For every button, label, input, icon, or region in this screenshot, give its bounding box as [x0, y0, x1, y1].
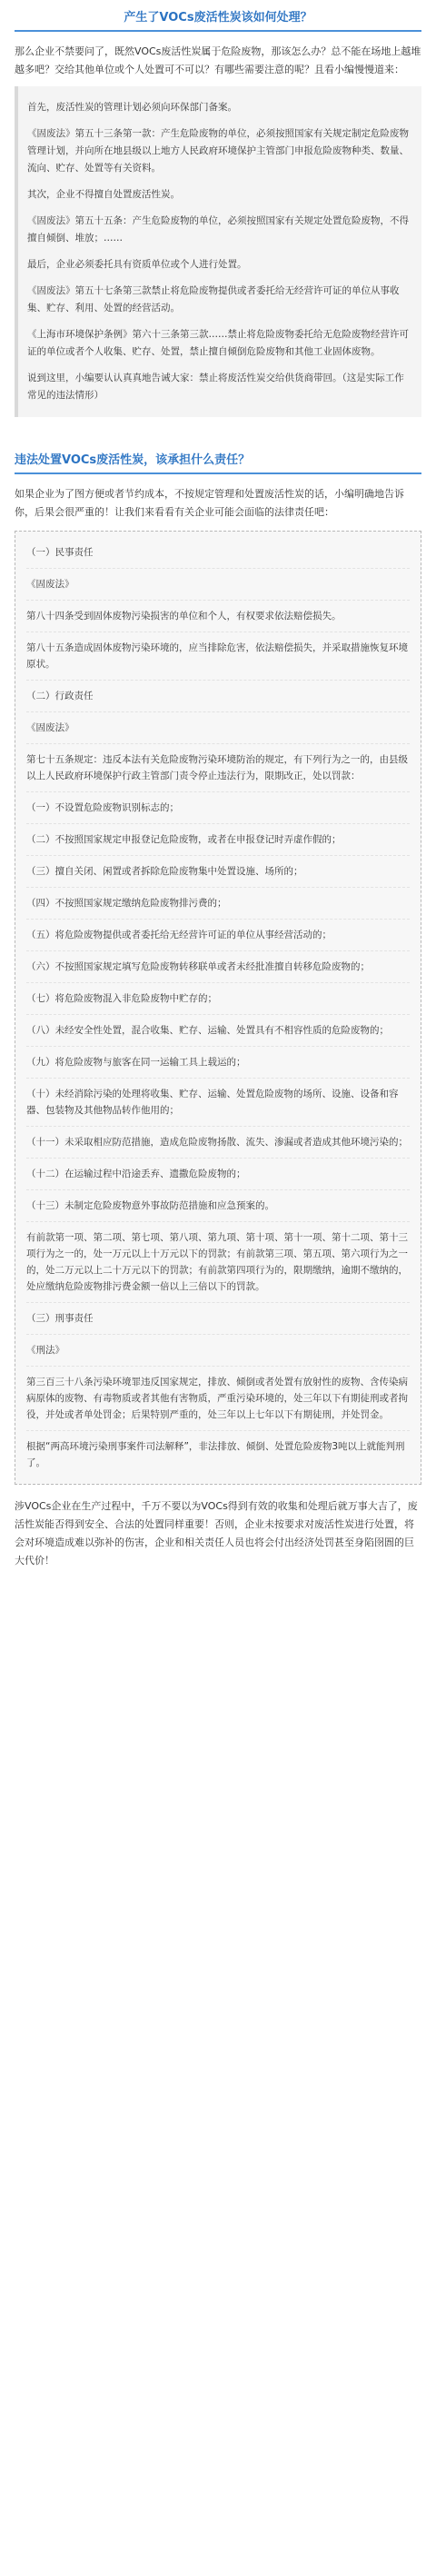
list-item: 根据“两高环境污染刑事案件司法解释”，非法排放、倾倒、处置危险废物3吨以上就能判刑了。	[26, 1441, 405, 1468]
list-item: 《固废法》	[26, 712, 410, 744]
closing-paragraph: 涉VOCs企业在生产过程中，千万不要以为VOCs得到有效的收集和处理后就万事大吉了，废活性炭能否得到安全、合法的处置同样重要！否则，企业未按要求对废活性炭进行处置，将会对环境造成难以弥补的伤害，企业和相关责任人员也将会付出经济处罚甚至身陷囹圄的巨大代价！	[15, 1500, 418, 1566]
list-item: （十一）未采取相应防范措施，造成危险废物扬散、流失、渗漏或者造成其他环境污染的；	[26, 1127, 410, 1159]
list-item: 第三百三十八条污染环境罪违反国家规定，排放、倾倒或者处置有放射性的废物、含传染病病原体的废物、有毒物质或者其他有害物质，严重污染环境的，处三年以下有期徒刑或者拘役，并处或者单处罚金；后果特别严重的，处三年以上七年以下有期徒刑，并处罚金。	[26, 1367, 410, 1431]
list-item: （四）不按照国家规定缴纳危险废物排污费的；	[26, 888, 410, 920]
section-divider	[0, 426, 436, 443]
quote-law-article-57: 《固废法》第五十七条第三款禁止将危险废物提供或者委托给无经营许可证的单位从事收集、贮存、利用、处置的经营活动。	[27, 285, 400, 313]
list-item: （三）擅自关闭、闲置或者拆除危险废物集中处置设施、场所的；	[26, 856, 410, 888]
quote-law-article-55: 《固废法》第五十五条：产生危险废物的单位，必须按照国家有关规定处置危险废物，不得擅自倾倒、堆放；……	[27, 215, 409, 244]
list-item: 第七十五条规定：违反本法有关危险废物污染环境防治的规定，有下列行为之一的，由县级以上人民政府环境保护行政主管部门责令停止违法行为，限期改正，处以罚款：	[26, 744, 410, 792]
list-item: （八）未经安全性处置，混合收集、贮存、运输、处置具有不相容性质的危险废物的；	[26, 1015, 410, 1047]
list-item: （一）不设置危险废物识别标志的；	[26, 792, 410, 824]
list-item: （六）不按照国家规定填写危险废物转移联单或者未经批准擅自转移危险废物的；	[26, 951, 410, 983]
list-item: （三）刑事责任	[26, 1303, 410, 1335]
quote-step-first: 首先，废活性炭的管理计划必须向环保部门备案。	[27, 102, 237, 113]
list-item: （七）将危险废物混入非危险废物中贮存的；	[26, 983, 410, 1015]
list-item: （十三）未制定危险废物意外事故防范措施和应急预案的。	[26, 1190, 410, 1222]
section-title-disposal: 产生了VOCs废活性炭该如何处理？	[15, 0, 421, 32]
list-item: （十二）在运输过程中沿途丢弃、遗撒危险废物的；	[26, 1159, 410, 1190]
list-item: 有前款第一项、第二项、第七项、第八项、第九项、第十项、第十一项、第十二项、第十三项行为之一的，处一万元以上十万元以下的罚款；有前款第三项、第五项、第六项行为之一的，处二万元以上二十万元以下的罚款；有前款第四项行为的，限期缴纳，逾期不缴纳的，处应缴纳危险废物排污费金额一倍以上三倍以下的罚款。	[26, 1222, 410, 1303]
list-item: 第八十五条造成固体废物污染环境的，应当排除危害，依法赔偿损失，并采取措施恢复环境原状。	[26, 632, 410, 681]
list-item: 《固废法》	[26, 569, 410, 601]
list-item: 第八十四条受到固体废物污染损害的单位和个人，有权要求依法赔偿损失。	[26, 601, 410, 632]
list-item: 《刑法》	[26, 1335, 410, 1367]
quote-warning: 说到这里，小编要认认真真地告诫大家：禁止将废活性炭交给供货商带回。（这是实际工作常见的违法情形）	[27, 373, 404, 401]
regulations-quote-box	[15, 86, 421, 417]
quote-shanghai-regulation: 《上海市环境保护条例》第六十三条第三款……禁止将危险废物委托给无危险废物经营许可证的单位或者个人收集、贮存、处置，禁止擅自倾倒危险废物和其他工业固体废物。	[27, 329, 409, 357]
list-item: （二）行政责任	[26, 681, 410, 712]
list-item: （一）民事责任	[26, 537, 410, 569]
liability-intro: 如果企业为了图方便或者节约成本，不按规定管理和处置废活性炭的话，小编明确地告诉你，后果会很严重的！让我们来看看有关企业可能会面临的法律责任吧：	[15, 488, 404, 518]
list-item: （二）不按照国家规定申报登记危险废物，或者在申报登记时弄虚作假的；	[26, 824, 410, 856]
quote-step-last: 最后，企业必须委托具有资质单位或个人进行处置。	[27, 259, 247, 270]
list-item: （五）将危险废物提供或者委托给无经营许可证的单位从事经营活动的；	[26, 920, 410, 951]
list-item: （九）将危险废物与旅客在同一运输工具上载运的；	[26, 1047, 410, 1079]
intro-paragraph: 那么企业不禁要问了，既然VOCs废活性炭属于危险废物，那该怎么办？总不能在场地上越堆越多吧？交给其他单位或个人处置可不可以？有哪些需要注意的呢？且看小编慢慢道来：	[15, 45, 421, 75]
quote-law-article-53: 《固废法》第五十三条第一款：产生危险废物的单位，必须按照国家有关规定制定危险废物管理计划，并向所在地县级以上地方人民政府环境保护主管部门申报危险废物种类、数量、流向、贮存、处置等有关资料。	[27, 128, 409, 174]
section-title-liability: 违法处置VOCs废活性炭，该承担什么责任？	[15, 443, 421, 474]
quote-step-second: 其次，企业不得擅自处置废活性炭。	[27, 189, 180, 200]
list-item: （十）未经消除污染的处理将收集、贮存、运输、处置危险废物的场所、设施、设备和容器、包装物及其他物品转作他用的；	[26, 1079, 410, 1127]
liability-list-box	[15, 531, 421, 1485]
